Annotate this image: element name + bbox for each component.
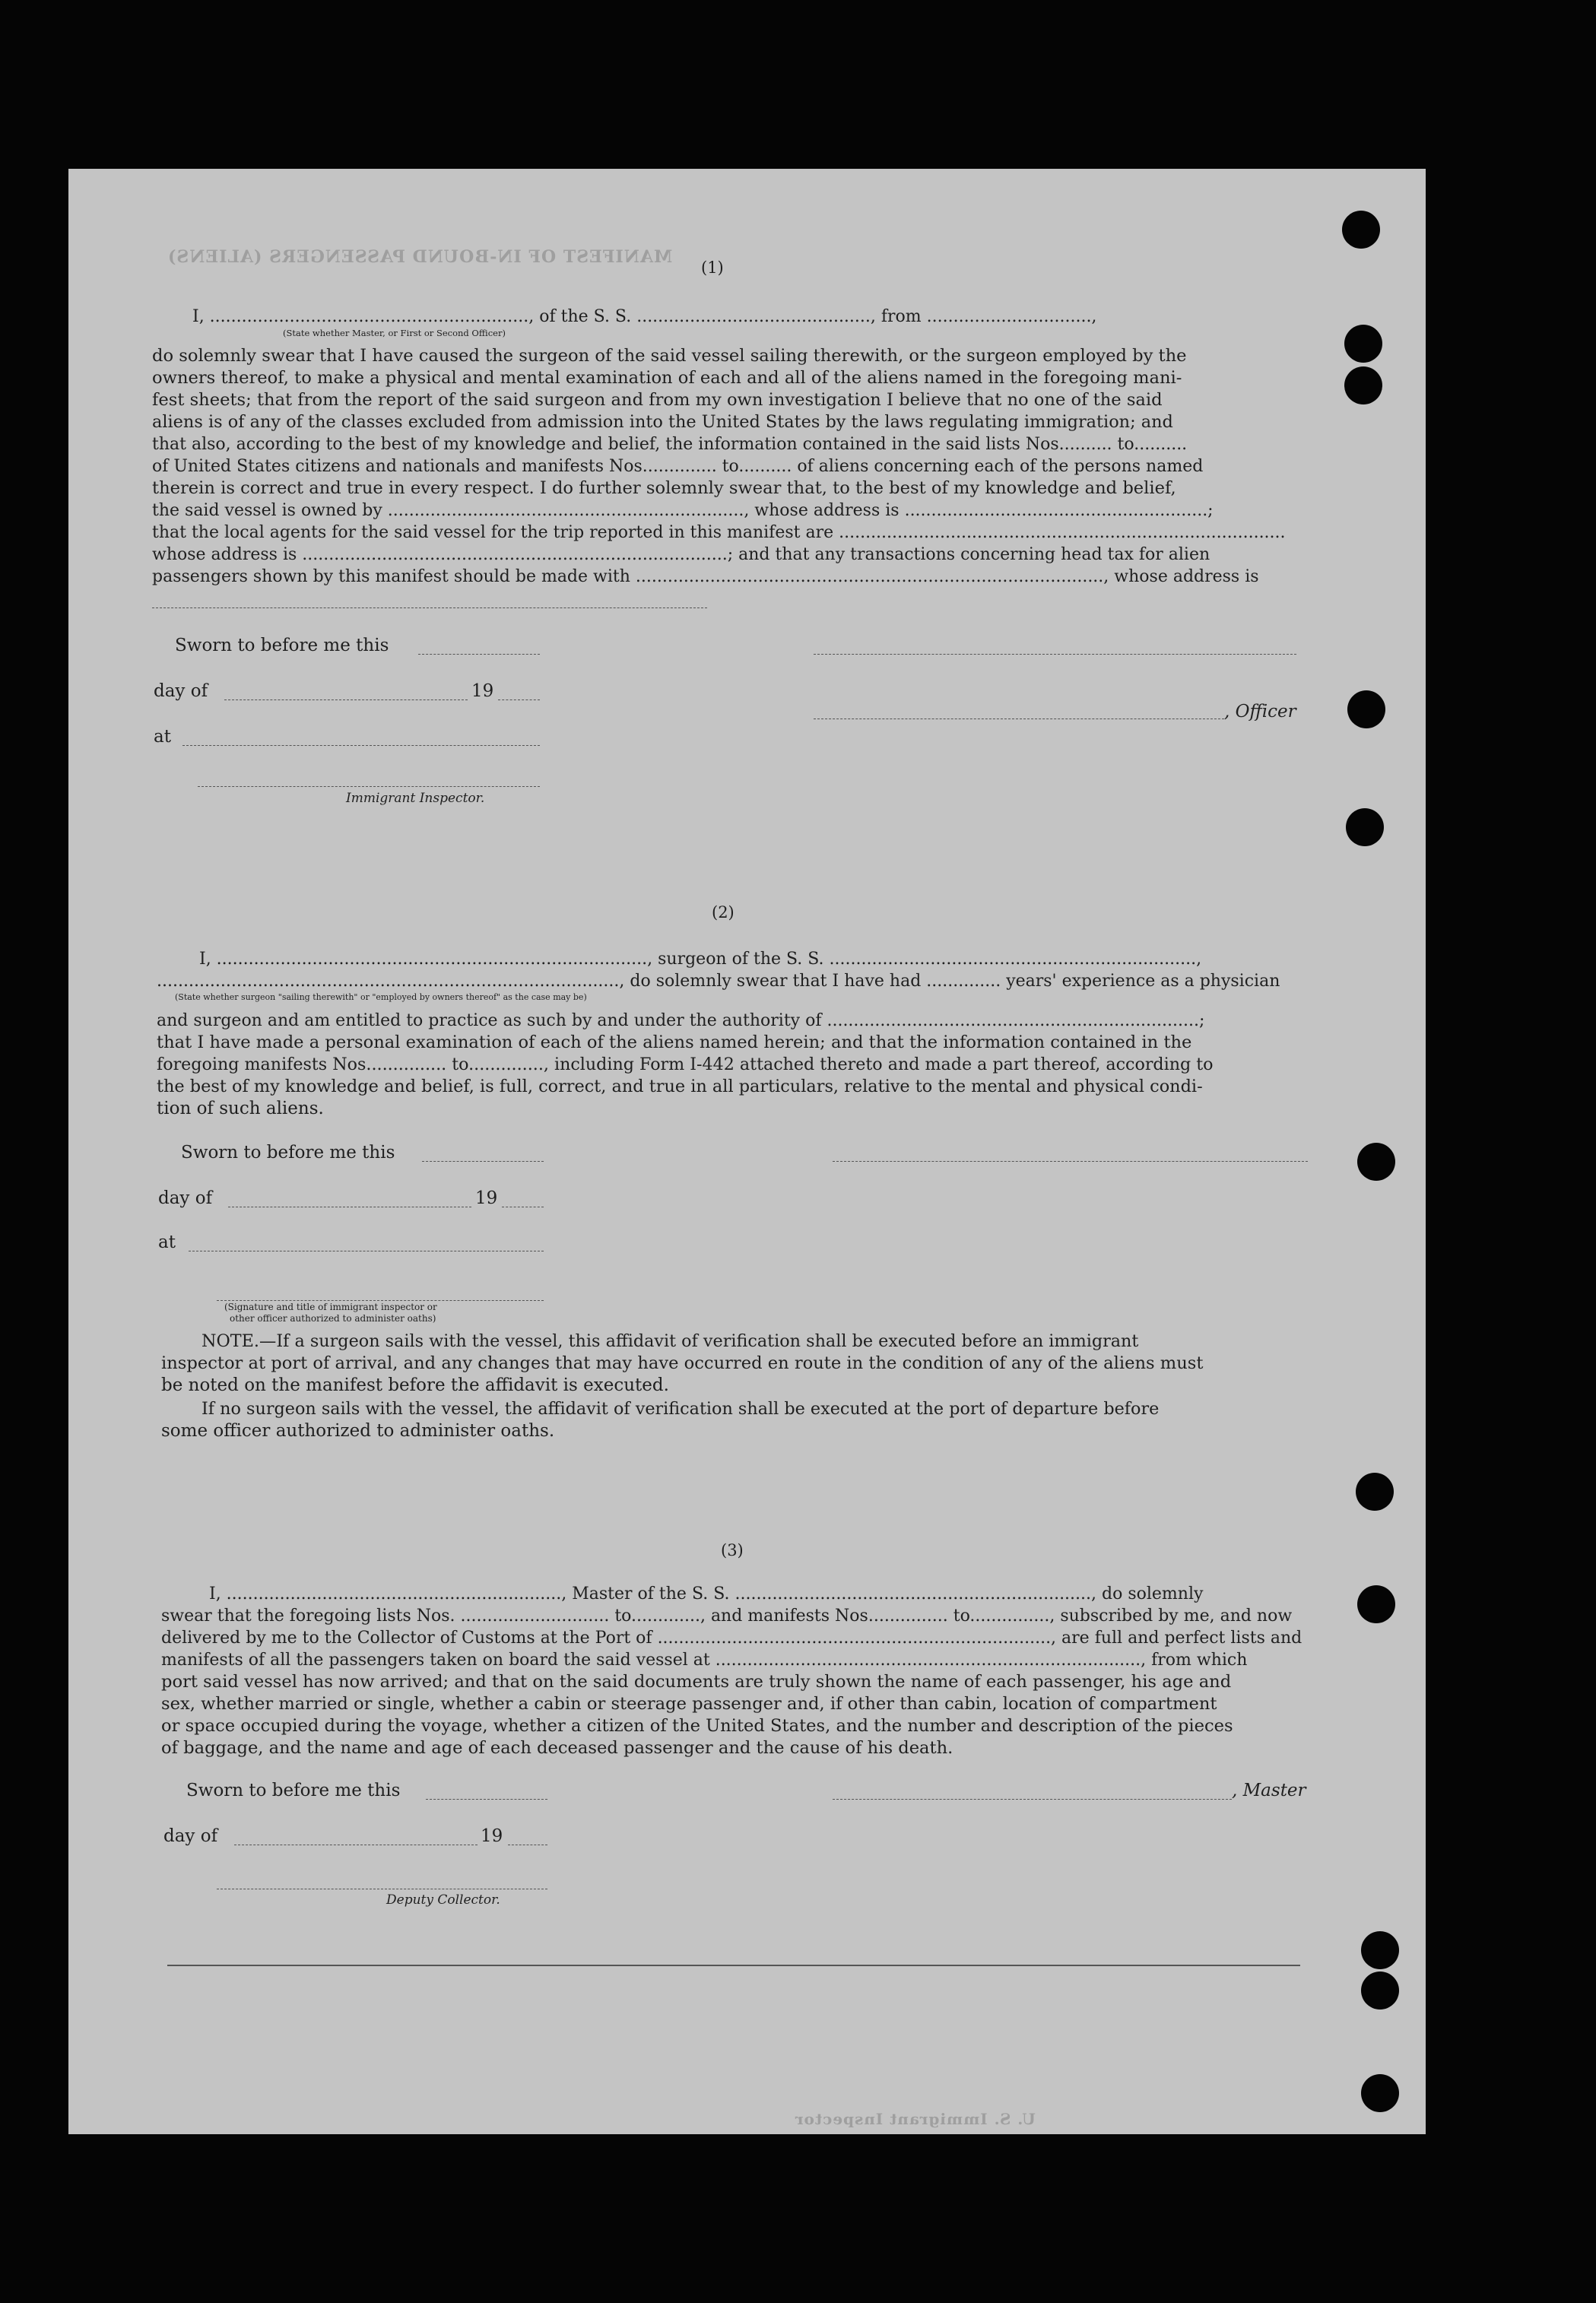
section-3-deputy-label: Deputy Collector.	[386, 1892, 500, 1908]
section-3-sworn-line	[426, 1799, 547, 1800]
section-1-para-line: fest sheets; that from the report of the said surgeon and from my own investigation I believe that no one of the said	[152, 390, 1163, 410]
section-2-sworn-label: Sworn to before me this	[181, 1143, 395, 1163]
section-3-para-line: of baggage, and the name and age of each deceased passenger and the cause of his death.	[161, 1738, 953, 1758]
section-1-line-1: I, ............................................................, of the S. S. ............................................, from ...............................,	[192, 307, 1097, 326]
bottom-rule	[167, 1965, 1300, 1966]
section-3-para-line: delivered by me to the Collector of Customs at the Port of .........................................................................., are full and perfect lists and	[161, 1629, 1303, 1648]
note-line: NOTE.—If a surgeon sails with the vessel, this affidavit of verification shall be executed before an immigrant	[201, 1331, 1139, 1351]
binder-hole	[1346, 808, 1384, 846]
section-2-line-1: I, ................................................................................., surgeon of the S. S. .....................................................................,	[199, 950, 1202, 969]
section-2-at-label: at	[158, 1232, 176, 1252]
section-1-para-line: of United States citizens and nationals and manifests Nos.............. to.......... of aliens concerning each of the persons named	[152, 457, 1204, 476]
section-2-witness-line	[217, 1300, 544, 1301]
section-1-para-line: do solemnly swear that I have caused the surgeon of the said vessel sailing therewith, or the surgeon employed by the	[152, 346, 1187, 366]
section-1-para-line: therein is correct and true in every respect. I do further solemnly swear that, to the best of my knowledge and belief,	[152, 478, 1176, 498]
section-3-year-label: 19	[481, 1826, 503, 1846]
section-2-para-line: and surgeon and am entitled to practice as such by and under the authority of ......................................................................;	[157, 1011, 1205, 1030]
section-1-officer-note: (State whether Master, or First or Second Officer)	[283, 328, 506, 338]
section-3-para-line: I, ..............................................................., Master of the S. S. ..................................................................., do solemnly	[209, 1585, 1204, 1604]
binder-hole	[1357, 1143, 1395, 1181]
section-1-para-line: that also, according to the best of my knowledge and belief, the information contained in the said lists Nos.......... to..........	[152, 435, 1188, 454]
section-1-sworn-label: Sworn to before me this	[175, 636, 389, 655]
note-line: be noted on the manifest before the affidavit is executed.	[161, 1375, 669, 1395]
binder-hole	[1344, 325, 1382, 363]
section-1-at-line	[182, 745, 540, 746]
section-1-para-line: passengers shown by this manifest should be made with ........................................................................................, whose address is	[152, 567, 1259, 586]
section-1-officer-label: , Officer	[1224, 702, 1296, 722]
section-2-signature-line	[833, 1161, 1308, 1162]
section-1-para-line: whose address is ................................................................................; and that any transactions concerning head tax for alien	[152, 545, 1210, 564]
note-line: inspector at port of arrival, and any changes that may have occurred en route in the condition of any of the aliens must	[161, 1353, 1204, 1373]
binder-hole	[1356, 1473, 1394, 1511]
section-1-day-label: day of	[154, 681, 208, 701]
binder-hole	[1344, 366, 1382, 404]
section-2-line-2: ......................................................................................., do solemnly swear that I have had .............. years' experience as a physician	[157, 972, 1280, 991]
section-1-at-label: at	[154, 727, 171, 747]
section-1-inspector-line	[198, 786, 540, 787]
bleed-through-header: MANIFEST OF IN-BOUND PASSENGERS (ALIENS)	[167, 247, 673, 267]
section-1-para-line: that the local agents for the said vessel for the trip reported in this manifest are ....................................................................................	[152, 523, 1286, 542]
bleed-through-inspector: U. S. Immigrant Inspector	[795, 2110, 1036, 2128]
section-2-para-line: tion of such aliens.	[157, 1099, 324, 1118]
section-1-year-line	[498, 699, 540, 700]
section-2-signature-note-2: other officer authorized to administer oaths)	[230, 1313, 436, 1324]
section-2-signature-note-1: (Signature and title of immigrant inspector or	[224, 1302, 437, 1312]
section-2-sworn-line	[422, 1161, 544, 1162]
section-1-day-line	[224, 699, 468, 700]
section-3-para-line: port said vessel has now arrived; and that on the said documents are truly shown the name of each passenger, his age and	[161, 1672, 1232, 1692]
binder-hole	[1361, 1931, 1399, 1969]
binder-hole	[1361, 2074, 1399, 2112]
section-3-para-line: swear that the foregoing lists Nos. ............................ to............., and manifests Nos............... to..............., subscribed by me, and now	[161, 1607, 1293, 1626]
binder-hole	[1361, 1972, 1399, 2010]
section-3-day-label: day of	[163, 1826, 218, 1846]
section-1-continuation-line	[152, 607, 707, 608]
binder-hole	[1357, 1585, 1395, 1623]
section-1-inspector-label: Immigrant Inspector.	[346, 791, 485, 806]
section-3-sworn-label: Sworn to before me this	[186, 1781, 401, 1800]
section-1-officer-line	[814, 718, 1224, 719]
section-3-para-line: sex, whether married or single, whether a cabin or steerage passenger and, if other than cabin, location of compartment	[161, 1694, 1217, 1714]
binder-hole	[1347, 690, 1385, 728]
section-2-number: (2)	[712, 903, 735, 922]
section-3-master-line	[833, 1799, 1232, 1800]
section-2-para-line: the best of my knowledge and belief, is full, correct, and true in all particulars, relative to the mental and physical condi-	[157, 1077, 1203, 1096]
section-2-day-label: day of	[158, 1188, 213, 1208]
section-2-year-label: 19	[475, 1188, 498, 1208]
section-2-para-line: foregoing manifests Nos............... to.............., including Form I-442 attached thereto and made a part thereof, according to	[157, 1055, 1214, 1074]
note-line: some officer authorized to administer oaths.	[161, 1421, 555, 1441]
manifest-page	[68, 169, 1426, 2134]
section-2-para-line: that I have made a personal examination of each of the aliens named herein; and that the information contained in the	[157, 1033, 1192, 1052]
binder-hole	[1342, 211, 1380, 249]
section-1-para-line: the said vessel is owned by ..................................................................., whose address is .........................................................;	[152, 501, 1214, 520]
section-3-master-label: , Master	[1232, 1781, 1306, 1800]
section-1-number: (1)	[701, 259, 724, 277]
note-line: If no surgeon sails with the vessel, the affidavit of verification shall be executed at the port of departure before	[201, 1399, 1160, 1419]
section-1-para-line: aliens is of any of the classes excluded from admission into the United States by the laws regulating immigration; and	[152, 412, 1173, 432]
section-3-para-line: or space occupied during the voyage, whether a citizen of the United States, and the number and description of the pieces	[161, 1716, 1233, 1736]
section-3-para-line: manifests of all the passengers taken on board the said vessel at ................................................................................, from which	[161, 1651, 1248, 1670]
section-2-surgeon-note: (State whether surgeon "sailing therewith" or "employed by owners thereof" as the case may be)	[175, 992, 587, 1002]
section-3-number: (3)	[721, 1541, 744, 1559]
section-1-signature-line	[814, 654, 1296, 655]
section-1-para-line: owners thereof, to make a physical and mental examination of each and all of the aliens named in the foregoing mani-	[152, 368, 1182, 388]
section-1-sworn-line	[418, 654, 540, 655]
section-1-year-label: 19	[471, 681, 494, 701]
